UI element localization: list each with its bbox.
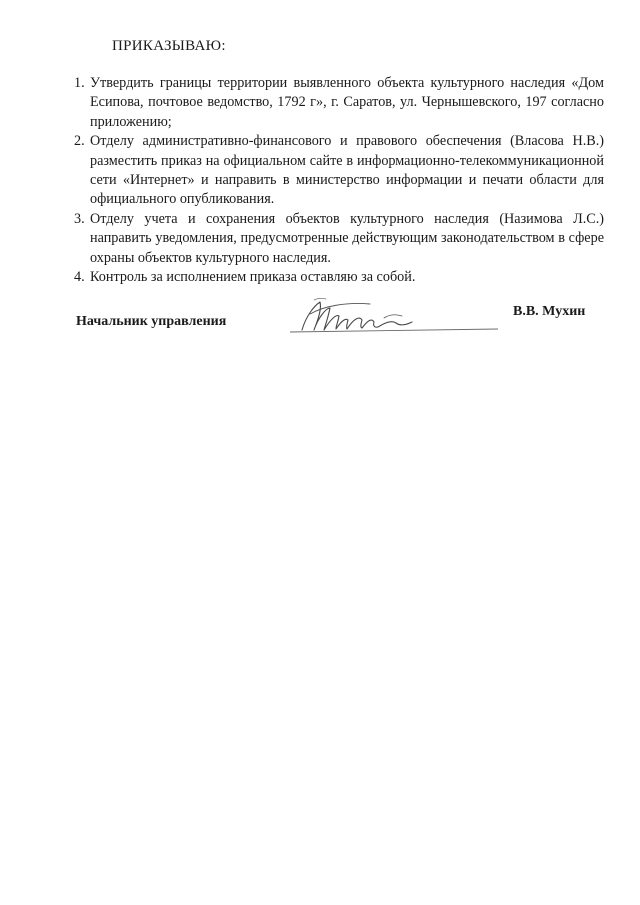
order-item-text: Контроль за исполнением приказа оставляю за собой. bbox=[90, 269, 416, 286]
order-item-number: 2. bbox=[74, 133, 85, 150]
order-item-4 bbox=[74, 268, 604, 287]
order-item-text: Утвердить границы территории выявленного объекта культурного наследия «Дом Есипова, почтовое ведомство, 1792 г», г. Саратов, ул. Чернышевского, 197 согласно приложению; bbox=[90, 75, 604, 130]
order-item-1 bbox=[74, 74, 604, 132]
order-item-text: Отделу учета и сохранения объектов культурного наследия (Назимова Л.С.) направить уведомления, предусмотренные действующим законодательством в сфере охраны объектов культурного наследия. bbox=[90, 210, 604, 266]
signature-block bbox=[76, 296, 606, 346]
signer-name: В.В. Мухин bbox=[513, 304, 586, 319]
order-items-list bbox=[74, 74, 604, 287]
order-item-2 bbox=[74, 132, 604, 210]
order-heading: ПРИКАЗЫВАЮ: bbox=[112, 38, 226, 54]
signer-position-title: Начальник управления bbox=[76, 314, 227, 329]
order-item-number: 4. bbox=[74, 269, 85, 286]
order-item-3 bbox=[74, 210, 604, 268]
order-item-number: 3. bbox=[74, 210, 85, 227]
order-item-text: Отделу административно-финансового и правового обеспечения (Власова Н.В.) разместить приказ на официальном сайте в информационно-телекоммуникационной сети «Интернет» и направить в министерство информации и печати области для официального опубликования. bbox=[90, 133, 604, 208]
order-item-number: 1. bbox=[74, 75, 85, 91]
handwritten-signature bbox=[284, 296, 504, 340]
